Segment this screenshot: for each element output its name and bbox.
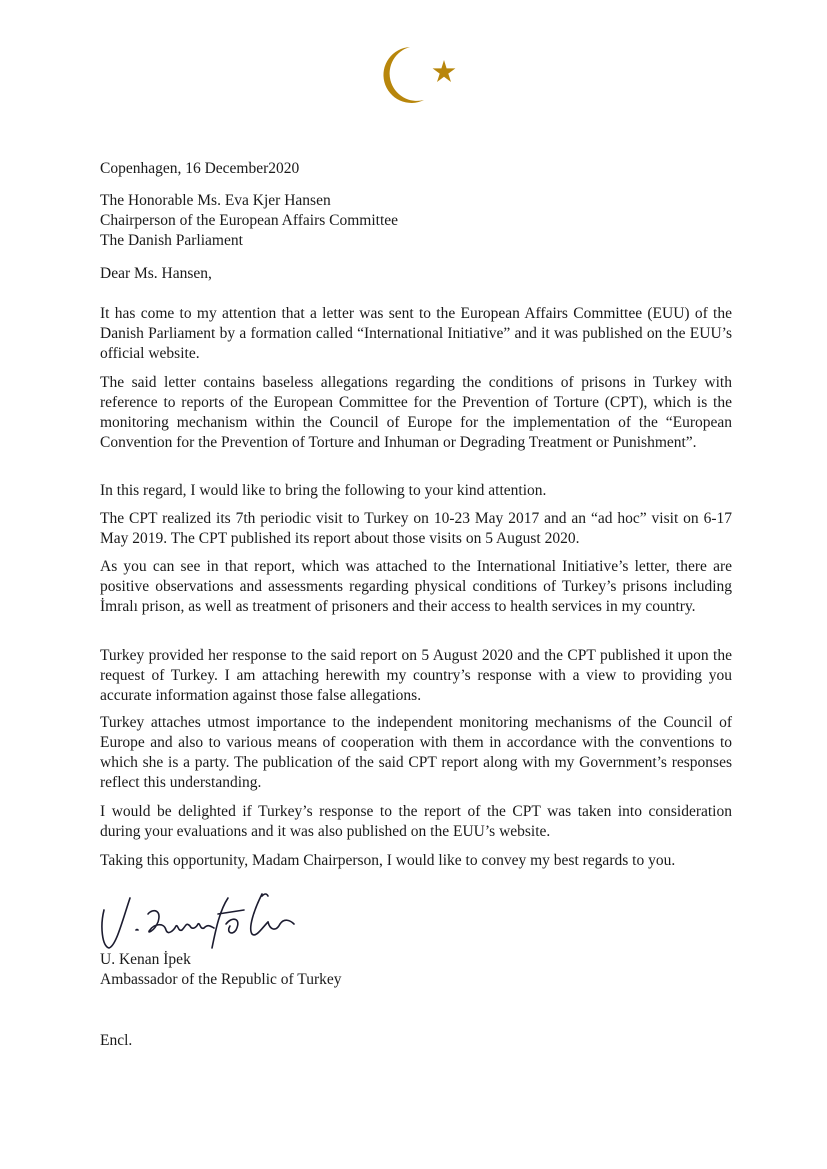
signatory-block (100, 950, 732, 990)
crescent-star-icon (370, 40, 460, 110)
body-paragraph: In this regard, I would like to bring the following to your kind attention. (100, 482, 547, 499)
body-paragraph: Turkey provided her response to the said report on 5 August 2020 and the CPT published it upon the request of Turkey. I am attaching herewith my country’s response with a view to providing you accurate information against those false allegations. (100, 647, 732, 704)
body-paragraph: As you can see in that report, which was attached to the International Initiative’s letter, there are positive observations and assessments regarding physical conditions of Turkey’s prisons including İmralı prison, as well as treatment of prisoners and their access to health services in my country. (100, 558, 732, 615)
enclosure-note: Encl. (100, 1032, 133, 1049)
recipient-institution: The Danish Parliament (100, 232, 243, 249)
recipient-name: The Honorable Ms. Eva Kjer Hansen (100, 192, 331, 209)
salutation: Dear Ms. Hansen, (100, 265, 212, 282)
recipient-address (100, 191, 732, 251)
signatory-name: U. Kenan İpek (100, 951, 191, 968)
handwritten-signature (96, 884, 306, 956)
body-paragraph: I would be delighted if Turkey’s response to the report of the CPT was taken into consideration during your evaluations and it was also published on the EUU’s website. (100, 803, 732, 840)
body-paragraph: Taking this opportunity, Madam Chairperson, I would like to convey my best regards to you. (100, 852, 676, 869)
body-paragraph: It has come to my attention that a letter was sent to the European Affairs Committee (EUU) of the Danish Parliament by a formation called “International Initiative” and it was published on the EUU’s official website. (100, 305, 732, 362)
letter-place-date: Copenhagen, 16 December2020 (100, 160, 300, 177)
signatory-title: Ambassador of the Republic of Turkey (100, 971, 342, 988)
body-paragraph: Turkey attaches utmost importance to the independent monitoring mechanisms of the Council of Europe and also to various means of cooperation with them in accordance with the conventions to which she is a party. The publication of the said CPT report along with my Government’s responses reflect this understanding. (100, 714, 732, 791)
body-paragraph: The said letter contains baseless allegations regarding the conditions of prisons in Turkey with reference to reports of the European Committee for the Prevention of Torture (CPT), which is the monitoring mechanism within the Council of Europe for the implementation of the “European Convention for the Prevention of Torture and Inhuman or Degrading Treatment or Punishment”. (100, 374, 732, 451)
body-paragraph: The CPT realized its 7th periodic visit to Turkey on 10-23 May 2017 and an “ad hoc” visit on 6-17 May 2019. The CPT published its report about those visits on 5 August 2020. (100, 510, 732, 547)
recipient-position: Chairperson of the European Affairs Committee (100, 212, 399, 229)
